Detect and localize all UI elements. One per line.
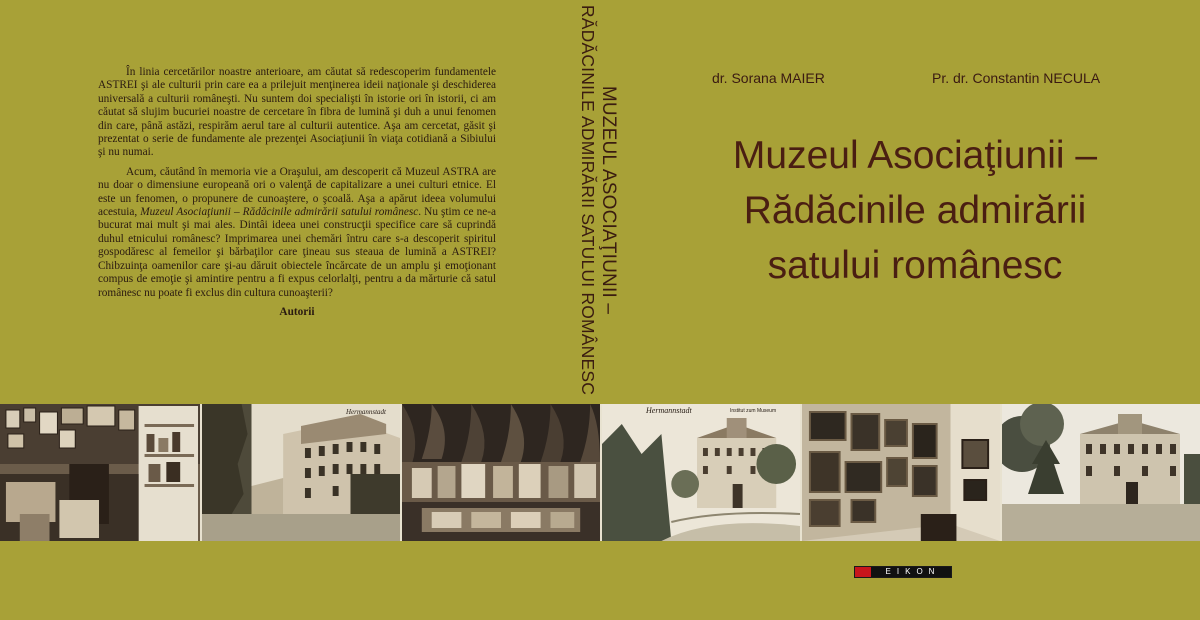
textile-exhibition-photo	[402, 404, 602, 541]
back-paragraph-2-part2: . Nu ştim ce ne-a bucurat mai mult şi mai ales. Dintâi ideea unei construcţii specifice care să cuprindă duhul etnicului românesc? Imprimarea unei chemări întru care s-a descoperit spiritul gospodăresc al femeilor şi bărbaţilor care ţineau sus steaua de lumină a ASTREI? Chibzuinţa oamenilor care şi-au dăruit obiectele încărcate de un amplu şi emoţionant compus de emoţie şi amintire pentru a fi expus celorlalţi, pentru a da mărturie că satul românesc nu poate fi exclus din cultura cunoaşterii?	[98, 206, 497, 299]
postcard-subtitle: Institut zum Museum	[730, 408, 777, 414]
author-1: dr. Sorana MAIER	[712, 70, 825, 86]
back-paragraph-2-italic-title: Muzeul Asociaţiunii – Rădăcinile admirării satului românesc	[140, 206, 419, 219]
back-paragraph-2-part1: Acum, căutând în memoria vie a Oraşului, am descoperit că Muzeul ASTRA are nu doar o dimensiune europeană ori o valenţă de capitalizare a unei culturi etnice. El este un fenomen, o propunere de cunoaştere, o şcoală. Aşa a apărut ideea volumului acestuia,	[98, 165, 496, 219]
title-line-3: satului românesc	[767, 244, 1063, 287]
publisher-logo	[854, 566, 952, 578]
book-title	[680, 128, 1150, 293]
museum-building-postcard	[202, 404, 402, 541]
author-2: Pr. dr. Constantin NECULA	[932, 70, 1101, 86]
museum-interior-photo	[0, 404, 202, 541]
spine-title-line-2: RĂDĂCINILE ADMIRĂRII SATULUI ROMÂNESC	[578, 4, 598, 396]
title-line-1: Muzeul Asociaţiunii –	[732, 134, 1098, 177]
hermannstadt-postcard	[602, 404, 802, 541]
title-line-2: Rădăcinile admirării	[743, 189, 1087, 232]
authors	[712, 70, 1152, 90]
back-paragraph-2	[98, 166, 496, 300]
logo-red-block	[855, 567, 871, 577]
spine	[574, 4, 622, 396]
back-cover-text	[98, 66, 496, 325]
back-paragraph-1: În linia cercetărilor noastre anterioare, am căutat să redescoperim fundamentele ASTREI şi ale culturii prin care ea a prilejuit menţinerea ideii naţionale şi deschiderea universală a culturii româneşti. Nu suntem doi specialişti în istorie ori în istorii, ci am căutat să slujim bucuriei noastre de cercetare în fibra de lumină şi duh a unui fenomen din care, până astăzi, respirăm aerul tare al culturii autentice. Aşa am cercetat, găsit şi prezentat o serie de fundamente ale prezenţei Asociaţiunii în viaţa cotidiană a Sibiului şi nu numai.	[98, 66, 496, 159]
spine-title-line-1: MUZEUL ASOCIAŢIUNII –	[598, 85, 619, 315]
postcard-title: Hermannstadt	[646, 406, 692, 415]
back-signature: Autorii	[279, 305, 315, 318]
gallery-room-photo	[802, 404, 1002, 541]
museum-building-photo	[1002, 404, 1200, 541]
publisher-name: EIKON	[871, 567, 951, 577]
postcard-caption: Hermannstadt	[345, 408, 386, 416]
photo-strip	[0, 404, 1200, 541]
